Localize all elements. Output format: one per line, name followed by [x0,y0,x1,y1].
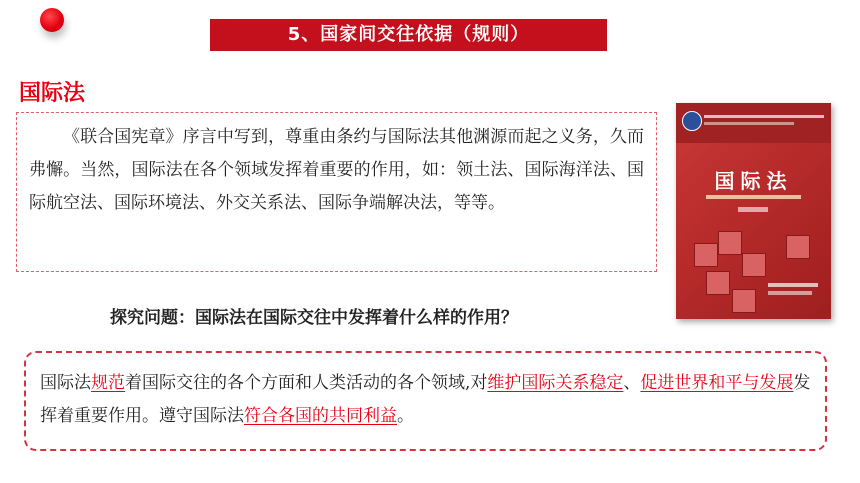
publisher-logo-icon [682,111,702,131]
answer-highlight: 促进世界和平与发展 [640,373,794,393]
book-publisher-line [768,291,812,295]
answer-highlight: 维护国际关系稳定 [487,373,624,393]
answer-text-part: 国际法 [40,373,91,393]
answer-text-part: 。 [397,406,414,426]
book-cube-graphic [786,235,810,259]
book-cover-image [676,103,831,319]
answer-text-part: 发挥着重要作用。遵守国际法 [40,373,811,426]
book-cube-graphic [694,243,718,267]
quote-box [16,112,657,272]
book-subtitle-line [706,195,801,199]
answer-text-part: 、 [623,373,641,393]
decorative-red-dot [40,8,64,32]
book-cube-graphic [706,271,730,295]
answer-highlight: 符合各国的共同利益 [244,406,397,426]
quote-text: 《联合国宪章》序言中写到，尊重由条约与国际法其他渊源而起之义务，久而弗懈。当然，国际法在各个领域发挥着重要的作用，如：领土法、国际海洋法、国际航空法、国际环境法、外交关系法、国际争端解决法，等等。 [29,127,644,213]
book-cube-graphic [718,231,742,255]
book-series-line [704,122,794,125]
inquiry-question: 探究问题：国际法在国际交往中发挥着什么样的作用？ [110,308,518,328]
answer-box [24,351,827,451]
answer-text [40,367,811,433]
book-series-line [704,115,824,118]
answer-text-part: 着国际交往的各个方面和人类活动的各个领域,对 [125,373,488,393]
section-heading: 国际法 [19,81,86,106]
book-cube-graphic [732,289,756,313]
slide-title-banner: 5、国家间交往依据（规则） [210,19,607,51]
book-edition-line [738,207,768,212]
answer-highlight: 规范 [91,373,125,393]
book-publisher-line [768,283,818,287]
book-title: 国际法 [714,169,793,193]
book-cube-graphic [742,253,766,277]
